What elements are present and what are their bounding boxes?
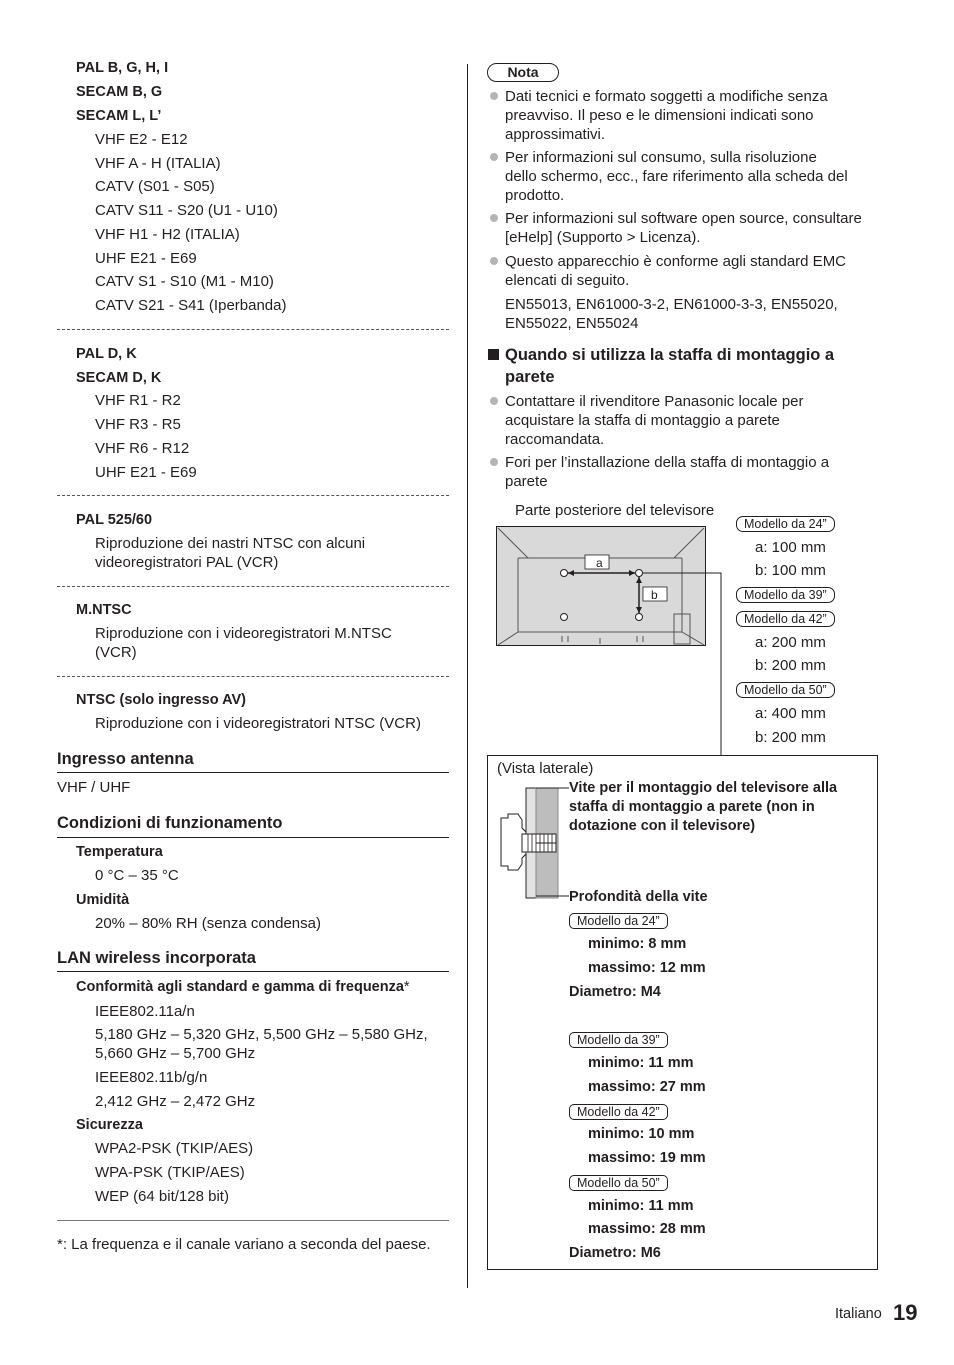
- temperature-label: Temperatura: [76, 844, 163, 860]
- security-value: WEP (64 bit/128 bit): [95, 1188, 229, 1205]
- note-item: [505, 252, 880, 290]
- channel-item: VHF H1 - H2 (ITALIA): [95, 226, 240, 243]
- standard-header: SECAM L, L’: [76, 108, 162, 124]
- standard-header: PAL 525/60: [76, 512, 153, 528]
- security-label: Sicurezza: [76, 1117, 143, 1133]
- channel-item: CATV S11 - S20 (U1 - U10): [95, 202, 278, 219]
- channel-item: VHF E2 - E12: [95, 131, 188, 148]
- dimension-value: b: 200 mm: [755, 729, 826, 746]
- note-item: [505, 209, 880, 247]
- model-badge-50: Modello da 50”: [569, 1175, 668, 1191]
- conformity-label: [76, 979, 410, 995]
- note-line: acquistare la staffa di montaggio a parete: [505, 412, 780, 429]
- screw-line: Vite per il montaggio del televisore alla: [569, 780, 838, 796]
- mount-hole-icon: [561, 614, 568, 621]
- dashed-divider: [57, 329, 449, 330]
- standard-header: PAL D, K: [76, 346, 137, 362]
- description-line: Riproduzione con i videoregistratori M.NTSC: [95, 625, 392, 642]
- channel-item: VHF R1 - R2: [95, 392, 181, 409]
- description-line: Riproduzione con i videoregistratori NTSC (VCR): [95, 715, 421, 732]
- note-line: preavviso. Il peso e le dimensioni indicati sono: [505, 107, 814, 124]
- description-line: videoregistratori PAL (VCR): [95, 554, 279, 571]
- standard-header: NTSC (solo ingresso AV): [76, 692, 246, 708]
- mount-hole-icon: [561, 570, 568, 577]
- model-badge-42: Modello da 42”: [569, 1104, 668, 1120]
- heading-rule: [57, 772, 449, 773]
- standard-value: IEEE802.11b/g/n: [95, 1069, 208, 1086]
- bullet-icon: [490, 92, 498, 100]
- screw-side-diagram: [498, 784, 570, 902]
- bullet-icon: [490, 458, 498, 466]
- emc-standards: [505, 295, 880, 333]
- standard-header: PAL B, G, H, I: [76, 60, 169, 76]
- channel-item: UHF E21 - E69: [95, 464, 197, 481]
- screw-line: staffa di montaggio a parete (non in: [569, 799, 815, 815]
- note-line: raccomandata.: [505, 431, 605, 448]
- heading-line: Quando si utilizza la staffa di montaggio a: [505, 346, 835, 364]
- note-item: [505, 87, 880, 144]
- dashed-divider: [57, 586, 449, 587]
- note-line: [eHelp] (Supporto > Licenza).: [505, 229, 701, 246]
- bullet-icon: [490, 153, 498, 161]
- channel-item: VHF A - H (ITALIA): [95, 155, 221, 172]
- footnote-rule: [57, 1220, 449, 1221]
- dimension-a-label: a: [596, 556, 603, 570]
- depth-max: massimo: 19 mm: [588, 1150, 706, 1166]
- model-badge-42: Modello da 42”: [736, 611, 835, 627]
- wall-mount-heading: [505, 344, 834, 388]
- footnote: *: La frequenza e il canale variano a seconda del paese.: [57, 1236, 431, 1253]
- section-heading: Condizioni di funzionamento: [57, 814, 283, 832]
- note-line: Questo apparecchio è conforme agli standard EMC: [505, 253, 847, 270]
- note-line: Per informazioni sul software open source, consultare: [505, 210, 862, 227]
- dimension-value: a: 200 mm: [755, 634, 826, 651]
- standard-value: IEEE802.11a/n: [95, 1003, 195, 1020]
- diameter-value: Diametro: M6: [569, 1245, 661, 1261]
- footer-language: Italiano: [835, 1306, 882, 1322]
- emc-line: EN55013, EN61000-3-2, EN61000-3-3, EN55020,: [505, 296, 838, 313]
- model-badge-24: Modello da 24”: [569, 913, 668, 929]
- dashed-divider: [57, 495, 449, 496]
- dimension-b-label: b: [651, 588, 658, 602]
- emc-line: EN55022, EN55024: [505, 315, 639, 332]
- screw-depth-label: Profondità della vite: [569, 889, 708, 905]
- bullet-icon: [490, 257, 498, 265]
- model-badge-39: Modello da 39”: [736, 587, 835, 603]
- temperature-value: 0 °C – 35 °C: [95, 867, 179, 884]
- depth-min: minimo: 10 mm: [588, 1126, 695, 1142]
- dimension-value: b: 200 mm: [755, 657, 826, 674]
- section-heading: LAN wireless incorporata: [57, 949, 256, 967]
- standard-header: M.NTSC: [76, 602, 132, 618]
- humidity-value: 20% – 80% RH (senza condensa): [95, 915, 321, 932]
- note-line: approssimativi.: [505, 126, 606, 143]
- depth-max: massimo: 28 mm: [588, 1221, 706, 1237]
- depth-max: massimo: 12 mm: [588, 960, 706, 976]
- channel-item: CATV S1 - S10 (M1 - M10): [95, 273, 274, 290]
- wall-note: [505, 392, 880, 449]
- frequency-value: 5,660 GHz – 5,700 GHz: [95, 1045, 256, 1062]
- depth-min: minimo: 8 mm: [588, 936, 687, 952]
- note-line: elencati di seguito.: [505, 272, 630, 289]
- nota-badge: Nota: [487, 63, 559, 82]
- note-line: parete: [505, 473, 548, 490]
- conformity-text: Conformità agli standard e gamma di frequenza: [76, 979, 404, 995]
- model-badge-39: Modello da 39”: [569, 1032, 668, 1048]
- depth-min: minimo: 11 mm: [588, 1198, 694, 1214]
- tv-rear-diagram: [496, 524, 736, 756]
- dashed-divider: [57, 676, 449, 677]
- heading-rule: [57, 971, 449, 972]
- screw-line: dotazione con il televisore): [569, 818, 756, 834]
- diameter-value: Diametro: M4: [569, 984, 661, 1000]
- note-line: Fori per l’installazione della staffa di montaggio a: [505, 454, 830, 471]
- square-bullet-icon: [488, 349, 499, 360]
- note-line: prodotto.: [505, 187, 565, 204]
- heading-rule: [57, 837, 449, 838]
- frequency-value: 5,180 GHz – 5,320 GHz, 5,500 GHz – 5,580 GHz,: [95, 1026, 428, 1043]
- channel-item: UHF E21 - E69: [95, 250, 197, 267]
- dimension-value: b: 100 mm: [755, 562, 826, 579]
- note-line: Per informazioni sul consumo, sulla risoluzione: [505, 149, 817, 166]
- dimension-value: a: 100 mm: [755, 539, 826, 556]
- footnote-mark: *: [403, 979, 410, 995]
- note-item: [505, 148, 880, 205]
- heading-line: parete: [505, 368, 555, 386]
- antenna-value: VHF / UHF: [57, 779, 131, 796]
- side-view-label: (Vista laterale): [497, 760, 594, 777]
- page-number: 19: [893, 1300, 918, 1325]
- standard-header: SECAM D, K: [76, 370, 162, 386]
- channel-item: VHF R6 - R12: [95, 440, 190, 457]
- security-value: WPA2-PSK (TKIP/AES): [95, 1140, 254, 1157]
- depth-min: minimo: 11 mm: [588, 1055, 694, 1071]
- section-heading: Ingresso antenna: [57, 750, 194, 768]
- channel-item: CATV S21 - S41 (Iperbanda): [95, 297, 287, 314]
- description-line: Riproduzione dei nastri NTSC con alcuni: [95, 535, 366, 552]
- humidity-label: Umidità: [76, 892, 130, 908]
- screw-description: [569, 779, 837, 836]
- mount-hole-icon: [636, 614, 643, 621]
- mount-hole-icon: [636, 570, 643, 577]
- standard-header: SECAM B, G: [76, 84, 163, 100]
- model-badge-24: Modello da 24”: [736, 516, 835, 532]
- note-line: Contattare il rivenditore Panasonic locale per: [505, 393, 804, 410]
- note-line: dello schermo, ecc., fare riferimento alla scheda del: [505, 168, 848, 185]
- frequency-value: 2,412 GHz – 2,472 GHz: [95, 1093, 256, 1110]
- rear-view-label: Parte posteriore del televisore: [515, 502, 715, 519]
- bullet-icon: [490, 214, 498, 222]
- dimension-value: a: 400 mm: [755, 705, 826, 722]
- bullet-icon: [490, 397, 498, 405]
- channel-item: CATV (S01 - S05): [95, 178, 215, 195]
- depth-max: massimo: 27 mm: [588, 1079, 706, 1095]
- note-line: Dati tecnici e formato soggetti a modifiche senza: [505, 88, 828, 105]
- channel-item: VHF R3 - R5: [95, 416, 181, 433]
- wall-note: [505, 453, 880, 491]
- column-divider: [467, 64, 468, 1288]
- model-badge-50: Modello da 50”: [736, 682, 835, 698]
- description-line: (VCR): [95, 644, 137, 661]
- security-value: WPA-PSK (TKIP/AES): [95, 1164, 245, 1181]
